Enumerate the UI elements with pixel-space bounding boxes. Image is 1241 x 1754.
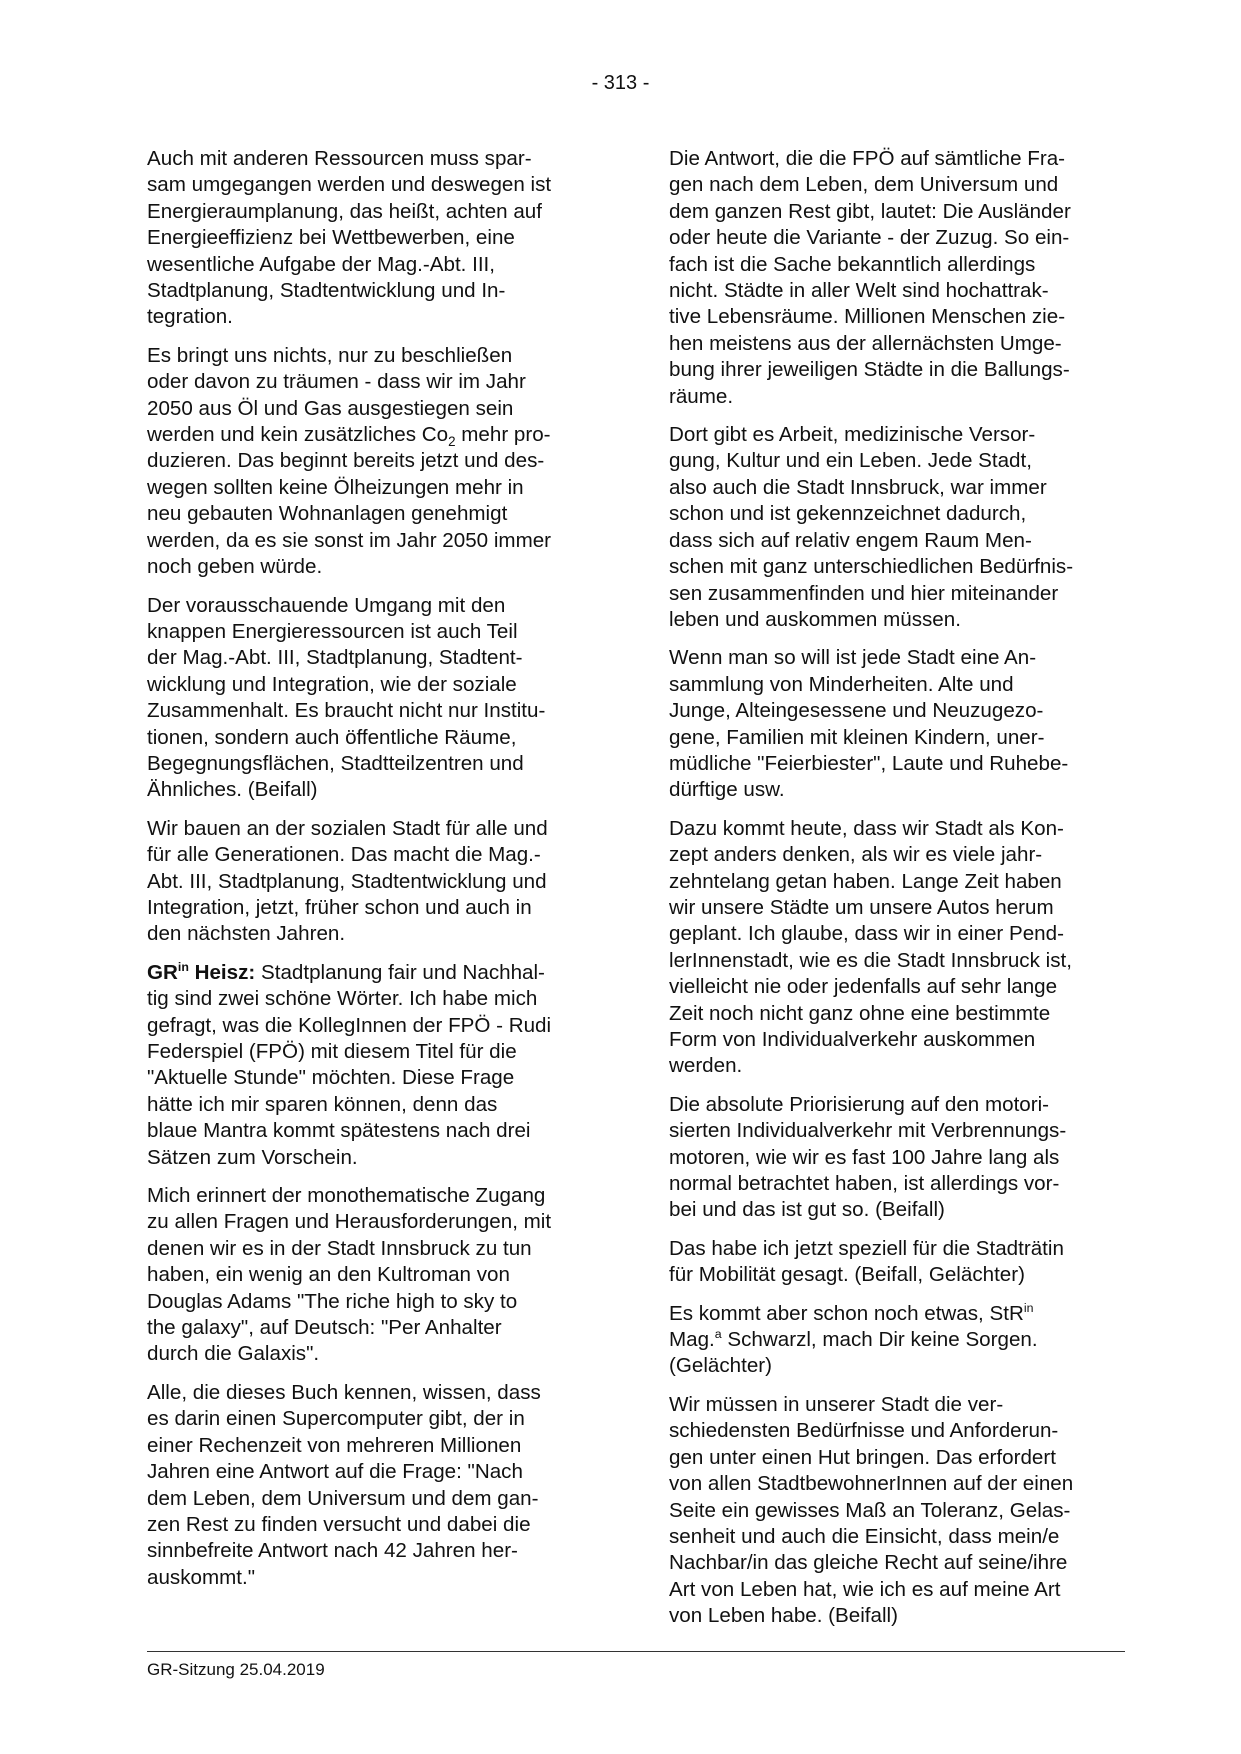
paragraph: Dort gibt es Arbeit, medizinische Versor- gung, Kultur und ein Leben. Jede Stadt, also auch die Stadt Innsbruck, war immer schon und ist gekennzeichnet dadurch, dass sich auf relativ engem Raum Men- schen mit ganz unterschiedlichen Bedürfnis- sen zusammenfinden und hier miteinander leben und auskommen müssen. bbox=[669, 423, 1074, 631]
left-column bbox=[147, 146, 602, 1603]
superscript: in bbox=[1023, 1300, 1034, 1315]
paragraph-text: Es kommt aber schon noch etwas, StR bbox=[669, 1301, 1024, 1325]
paragraph-text: Stadtplanung fair und Nachhal- tig sind zwei schöne Wörter. Ich habe mich gefragt, was die KollegInnen der FPÖ - Rudi Federspiel (FPÖ) mit diesem Titel für die "Aktuelle Stunde" möchten. Diese Frage hätte ich mir sparen können, denn das blaue Mantra kommt spätestens nach drei Sätzen zum Vorschein. bbox=[147, 960, 552, 1169]
superscript: in bbox=[177, 959, 189, 974]
footer-divider bbox=[147, 1651, 1125, 1652]
paragraph: Alle, die dieses Buch kennen, wissen, dass es darin einen Supercomputer gibt, der in einer Rechenzeit von mehreren Millionen Jahren eine Antwort auf die Frage: "Nach dem Leben, dem Universum und dem gan- zen Rest zu finden versucht und dabei die sinnbefreite Antwort nach 42 Jahren her- auskommt." bbox=[147, 1380, 541, 1589]
paragraph-text: Es bringt uns nichts, nur zu beschließen oder davon zu träumen - dass wir im Jahr 2050 aus Öl und Gas ausgestiegen sein werden und kein zusätzliches Co bbox=[147, 343, 526, 447]
paragraph bbox=[669, 1301, 1124, 1380]
speaker-title: GR bbox=[147, 960, 178, 984]
paragraph: Das habe ich jetzt speziell für die Stadträtin für Mobilität gesagt. (Beifall, Gelächter) bbox=[669, 1236, 1064, 1287]
paragraph: Auch mit anderen Ressourcen muss spar- sam umgegangen werden und deswegen ist Energieraumplanung, das heißt, achten auf Energieeffizienz bei Wettbewerben, eine wesentliche Aufgabe der Mag.-Abt. III, Stadtplanung, Stadtentwicklung und In- tegration. bbox=[147, 147, 552, 329]
paragraph-text: Mag. bbox=[669, 1328, 715, 1352]
right-column bbox=[669, 146, 1124, 1642]
paragraph bbox=[147, 960, 602, 1171]
paragraph-text: mehr pro- duzieren. Das beginnt bereits jetzt und des- wegen sollten keine Ölheizungen mehr in neu gebauten Wohnanlagen genehmigt werden, da es sie sonst im Jahr 2050 immer noch geben würde. bbox=[147, 423, 552, 579]
speaker-name bbox=[147, 961, 255, 984]
speaker-surname: Heisz: bbox=[188, 960, 256, 984]
paragraph: Wenn man so will ist jede Stadt eine An- sammlung von Minderheiten. Alte und Junge, Alteingesessene und Neuzugezo- gene, Familien mit kleinen Kindern, uner- müdliche "Feierbiester", Laute und Ruhebe- dürftige usw. bbox=[669, 646, 1069, 802]
paragraph bbox=[147, 343, 602, 581]
paragraph: Dazu kommt heute, dass wir Stadt als Kon- zept anders denken, als wir es viele jahr- zehntelang getan haben. Lange Zeit haben wir unsere Städte um unsere Autos herum geplant. Ich glaube, dass wir in einer Pend- lerInnenstadt, wie es die Stadt Innsbruck ist, vielleicht nie oder jedenfalls auf sehr lange Zeit noch nicht ganz ohne eine bestimmte Form von Individualverkehr auskommen werden. bbox=[669, 816, 1072, 1078]
paragraph: Mich erinnert der monothematische Zugang zu allen Fragen und Herausforderungen, mit denen wir es in der Stadt Innsbruck zu tun haben, ein wenig an den Kultroman von Douglas Adams "The riche high to sky to the galaxy", auf Deutsch: "Per Anhalter durch die Galaxis". bbox=[147, 1184, 552, 1366]
page-number: - 313 - bbox=[591, 72, 650, 94]
paragraph: Wir bauen an der sozialen Stadt für alle und für alle Generationen. Das macht die Mag.- Abt. III, Stadtplanung, Stadtentwicklung und Integration, jetzt, früher schon und auch in den nächsten Jahren. bbox=[147, 816, 548, 946]
paragraph: Die Antwort, die die FPÖ auf sämtliche Fra- gen nach dem Leben, dem Universum und dem ganzen Rest gibt, lautet: Die Ausländer oder heute die Variante - der Zuzug. So ein- fach ist die Sache bekanntlich allerdings nicht. Städte in aller Welt sind hochattrak- tive Lebensräume. Millionen Menschen zie- hen meistens aus der allernächsten Umge- bung ihrer jeweiligen Städte in die Ballungs- räume. bbox=[669, 147, 1071, 408]
paragraph-text: Schwarzl, mach Dir keine Sorgen. (Gelächter) bbox=[669, 1328, 1038, 1378]
paragraph: Der vorausschauende Umgang mit den knappen Energieressourcen ist auch Teil der Mag.-Abt. III, Stadtplanung, Stadtent- wicklung und Integration, wie der soziale Zusammenhalt. Es braucht nicht nur Institu- tionen, sondern auch öffentliche Räume, Begegnungsflächen, Stadtteilzentren und Ähnliches. (Beifall) bbox=[147, 593, 546, 802]
paragraph: Die absolute Priorisierung auf den motori- sierten Individualverkehr mit Verbrennungs- motoren, wie wir es fast 100 Jahre lang als normal betrachtet haben, ist allerdings vor- bei und das ist gut so. (Beifall) bbox=[669, 1092, 1067, 1222]
footer-text: GR-Sitzung 25.04.2019 bbox=[147, 1660, 325, 1679]
superscript: a bbox=[714, 1327, 722, 1342]
subscript: 2 bbox=[448, 434, 456, 450]
paragraph: Wir müssen in unserer Stadt die ver- schiedensten Bedürfnisse und Anforderun- gen unter einen Hut bringen. Das erfordert von allen StadtbewohnerInnen auf der einen Seite ein gewisses Maß an Toleranz, Gelas- senheit und auch die Einsicht, dass mein/e Nachbar/in das gleiche Recht auf seine/ihre Art von Leben hat, wie ich es auf meine Art von Leben habe. (Beifall) bbox=[669, 1392, 1074, 1628]
